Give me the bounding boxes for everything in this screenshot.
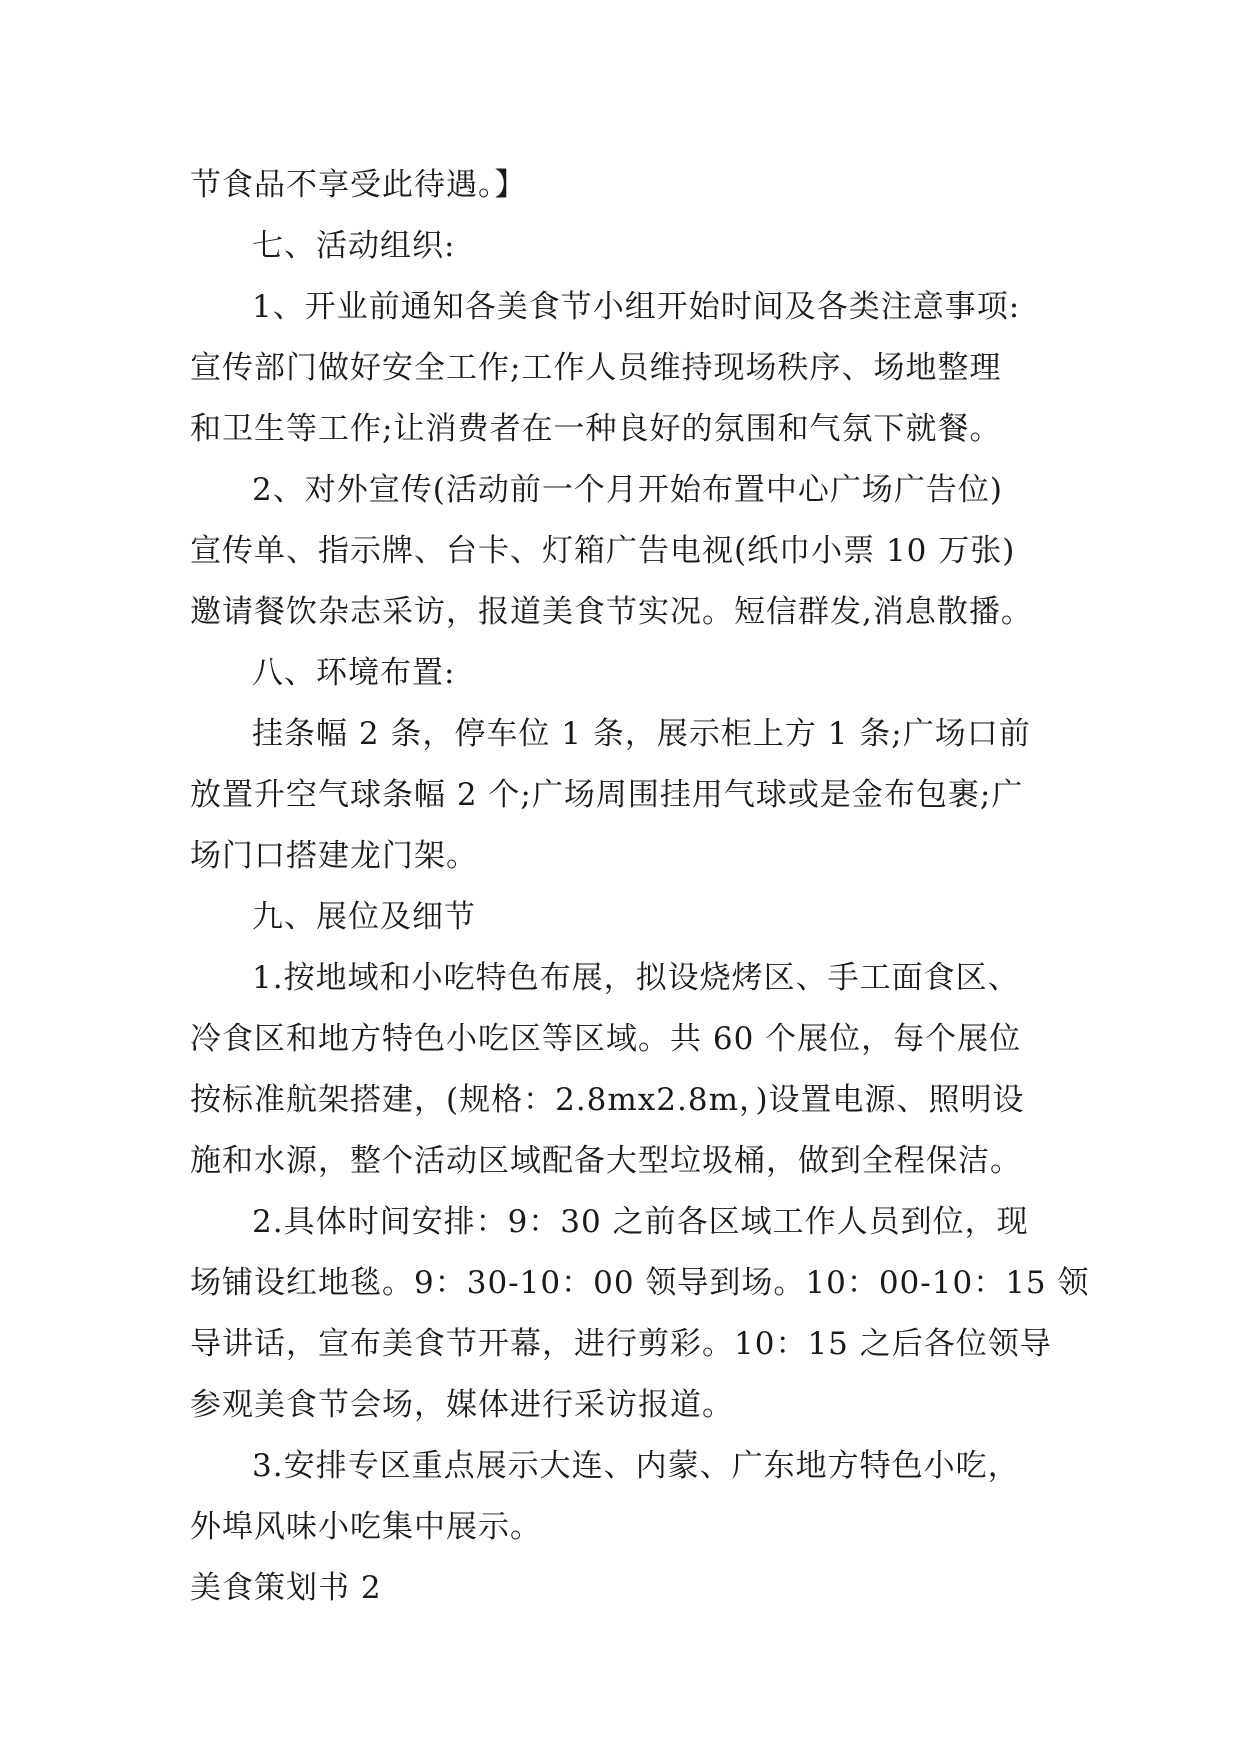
text-line: 节食品不享受此待遇。】 [190, 167, 527, 203]
text-line: 和卫生等工作;让消费者在一种良好的氛围和气氛下就餐。 [190, 411, 1002, 447]
text-line: 外埠风味小吃集中展示。 [190, 1509, 542, 1545]
text-line: 2、对外宣传(活动前一个月开始布置中心广场广告位) [252, 472, 1003, 508]
text-line: 2.具体时间安排：9：30 之前各区域工作人员到位，现 [252, 1204, 1029, 1240]
section-heading-seven: 七、活动组织: [252, 228, 456, 264]
text-line: 1、开业前通知各美食节小组开始时间及各类注意事项: [252, 289, 1021, 325]
text-line: 邀请餐饮杂志采访，报道美食节实况。短信群发,消息散播。 [190, 594, 1033, 630]
text-line: 场门口搭建龙门架。 [190, 838, 478, 874]
text-line: 参观美食节会场，媒体进行采访报道。 [190, 1387, 734, 1423]
document-title: 美食策划书 2 [190, 1570, 382, 1606]
text-line: 施和水源，整个活动区域配备大型垃圾桶，做到全程保洁。 [190, 1143, 1022, 1179]
document-body [190, 155, 1090, 1619]
text-line: 挂条幅 2 条，停车位 1 条，展示柜上方 1 条;广场口前 [252, 716, 1031, 752]
text-line: 放置升空气球条幅 2 个;广场周围挂用气球或是金布包裹;广 [190, 777, 1024, 813]
text-line: 按标准航架搭建，(规格：2.8mx2.8m，)设置电源、照明设 [190, 1082, 1025, 1118]
section-heading-nine: 九、展位及细节 [252, 899, 476, 935]
text-line: 1.按地域和小吃特色布展，拟设烧烤区、手工面食区、 [252, 960, 1020, 996]
section-heading-eight: 八、环境布置: [252, 655, 456, 691]
text-line: 场铺设红地毯。9：30-10：00 领导到场。10：00-10：15 领 [190, 1265, 1090, 1301]
text-line: 冷食区和地方特色小吃区等区域。共 60 个展位，每个展位 [190, 1021, 1022, 1057]
text-line: 宣传单、指示牌、台卡、灯箱广告电视(纸巾小票 10 万张) [190, 533, 1016, 569]
text-line: 宣传部门做好安全工作;工作人员维持现场秩序、场地整理 [190, 350, 1002, 386]
text-line: 导讲话，宣布美食节开幕，进行剪彩。10：15 之后各位领导 [190, 1326, 1052, 1362]
text-line: 3.安排专区重点展示大连、内蒙、广东地方特色小吃， [252, 1448, 1020, 1484]
